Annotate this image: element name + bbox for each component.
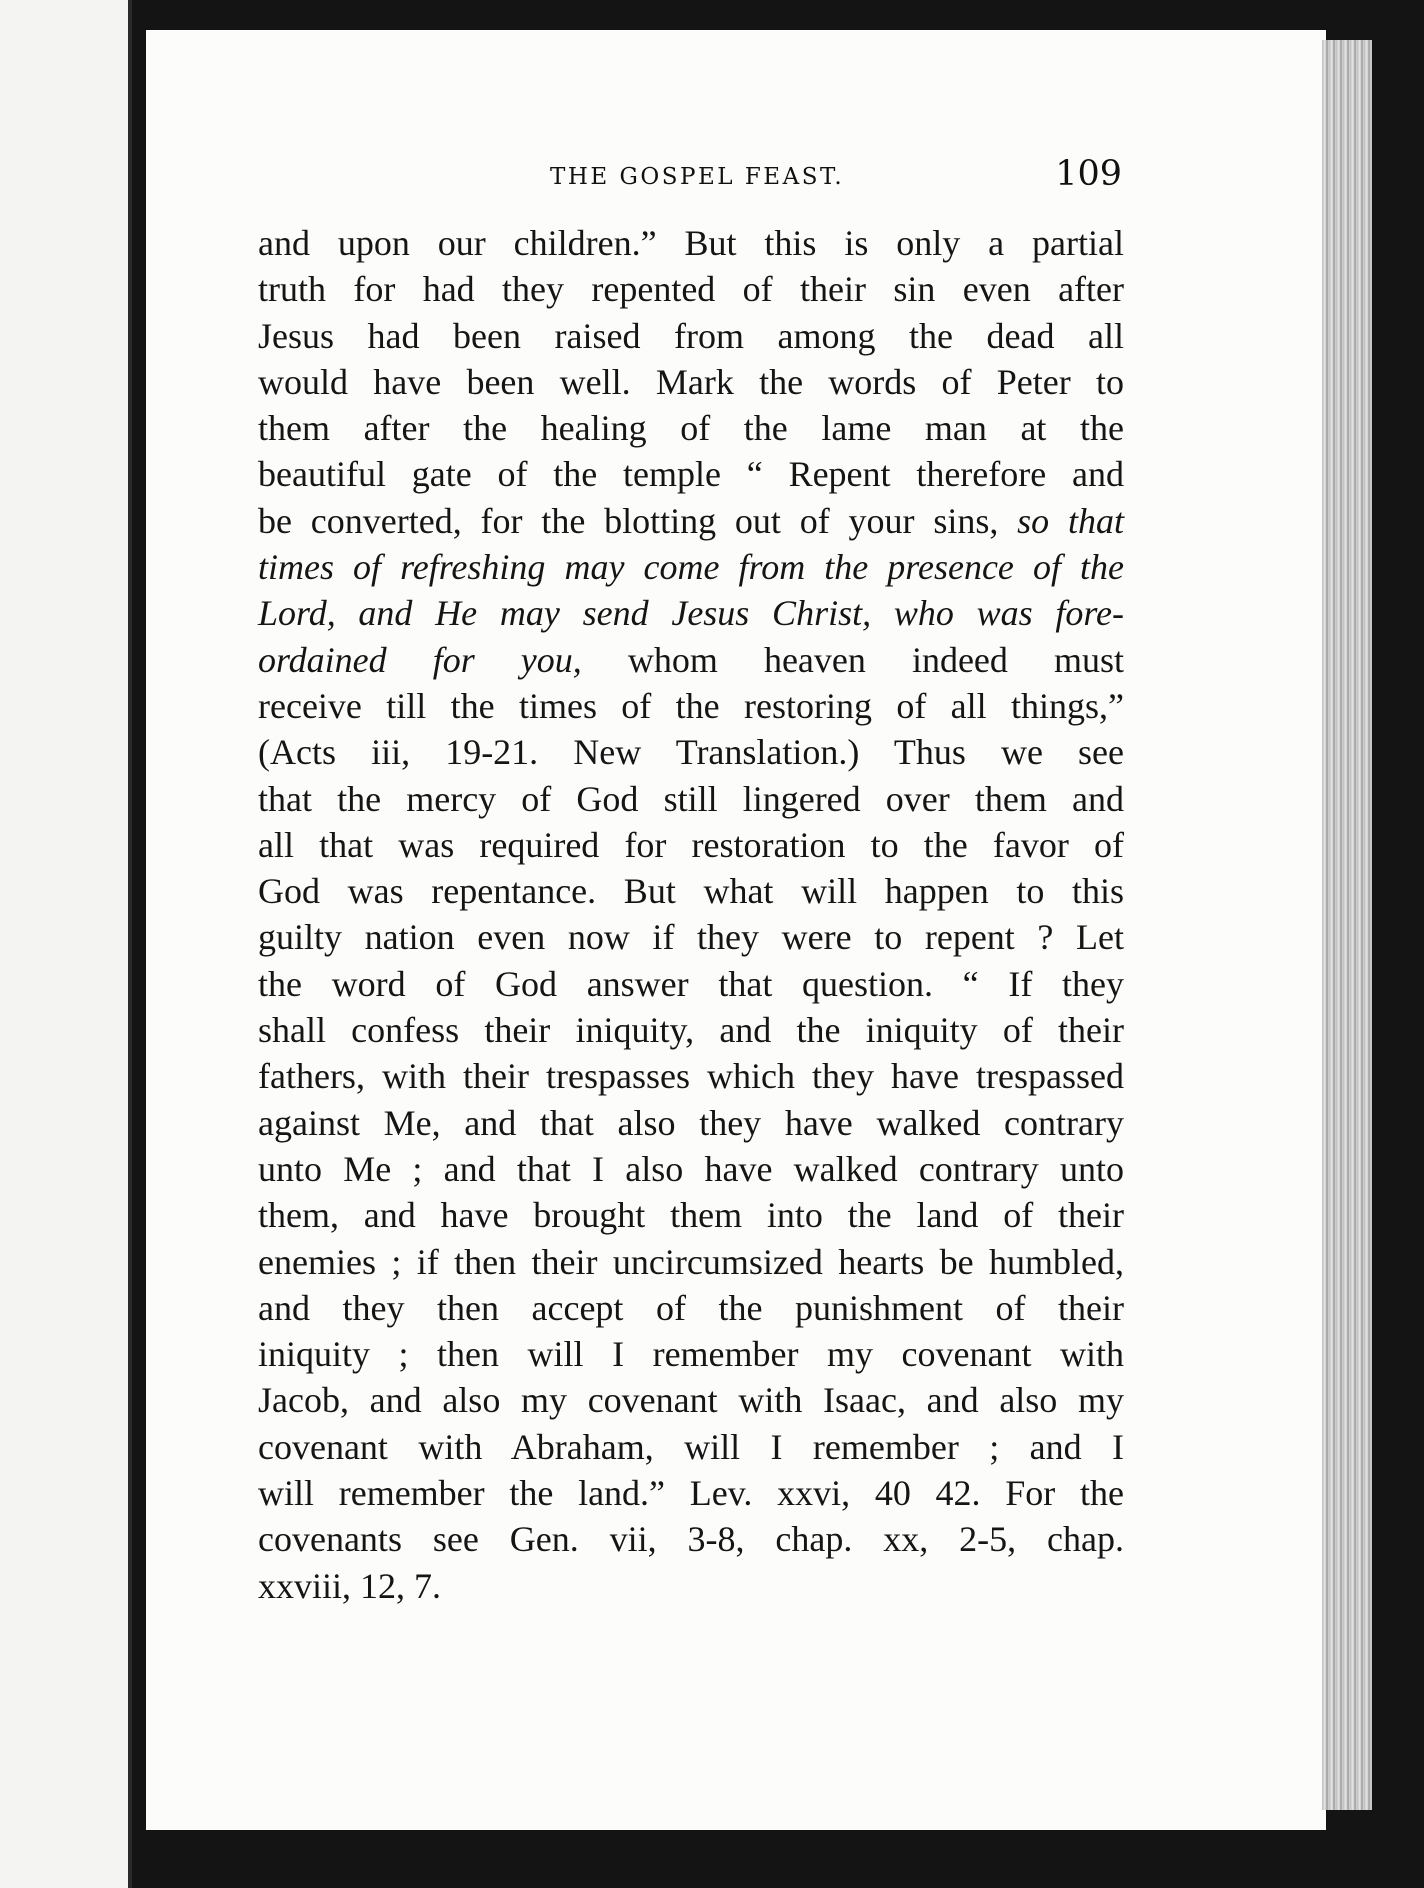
text-line: against Me, and that also they have walked contrary	[258, 1102, 1124, 1143]
text-line-mixed	[258, 637, 1124, 683]
text-line: receive till the times of the restoring of all things,”	[258, 685, 1124, 726]
text-line: (Acts iii, 19-21. New Translation.) Thus we see	[258, 732, 1124, 773]
text-line: and upon our children.” But this is only a partial	[258, 223, 1124, 263]
text-line: Jacob, and also my covenant with Isaac, and also my	[258, 1380, 1124, 1421]
text-line: truth for had they repented of their sin even after	[258, 269, 1124, 310]
text-italic-segment: so that	[1017, 500, 1124, 541]
text-line: God was repentance. But what will happen to this	[258, 871, 1124, 912]
text-line: iniquity ; then will I remember my covenant with	[258, 1334, 1124, 1375]
text-line-mixed	[258, 498, 1124, 544]
running-head	[402, 154, 1122, 220]
text-line: the word of God answer that question. “ If they	[258, 963, 1124, 1004]
text-line: unto Me ; and that I also have walked contrary unto	[258, 1148, 1124, 1189]
text-line: them after the healing of the lame man at the	[258, 408, 1124, 449]
text-line: and they then accept of the punishment of their	[258, 1287, 1124, 1328]
text-line-italic: Lord, and He may send Jesus Christ, who was fore-	[258, 593, 1124, 634]
text-line: that the mercy of God still lingered over them and	[258, 778, 1124, 819]
text-line: shall confess their iniquity, and the iniquity of their	[258, 1010, 1124, 1051]
text-roman-segment: whom heaven indeed must	[581, 639, 1124, 680]
page-number: 109	[1055, 154, 1122, 194]
text-line-italic: times of refreshing may come from the presence of the	[258, 547, 1124, 588]
text-line: would have been well. Mark the words of Peter to	[258, 361, 1124, 402]
text-line: covenant with Abraham, will I remember ; and I	[258, 1426, 1124, 1467]
text-line: fathers, with their trespasses which they have trespassed	[258, 1056, 1124, 1097]
text-line: them, and have brought them into the land of their	[258, 1195, 1124, 1236]
text-roman-segment: be converted, for the blotting out of your sins,	[258, 500, 1018, 541]
text-line: beautiful gate of the temple “ Repent therefore and	[258, 454, 1124, 495]
running-title: THE GOSPEL FEAST.	[550, 164, 845, 190]
text-line: guilty nation even now if they were to repent ? Let	[258, 917, 1124, 958]
page-stack-edge	[1322, 40, 1372, 1810]
facing-page-edge	[0, 0, 132, 1888]
text-italic-segment: ordained for you,	[258, 639, 582, 680]
text-line: covenants see Gen. vii, 3-8, chap. xx, 2-5, chap.	[258, 1519, 1124, 1560]
text-line: xxviii, 12, 7.	[258, 1565, 442, 1606]
text-line: Jesus had been raised from among the dead all	[258, 315, 1124, 356]
text-line: all that was required for restoration to the favor of	[258, 824, 1124, 865]
body-text	[258, 220, 1124, 1609]
text-line: will remember the land.” Lev. xxvi, 40 42. For the	[258, 1473, 1124, 1514]
text-line: enemies ; if then their uncircumsized hearts be humbled,	[258, 1241, 1124, 1282]
